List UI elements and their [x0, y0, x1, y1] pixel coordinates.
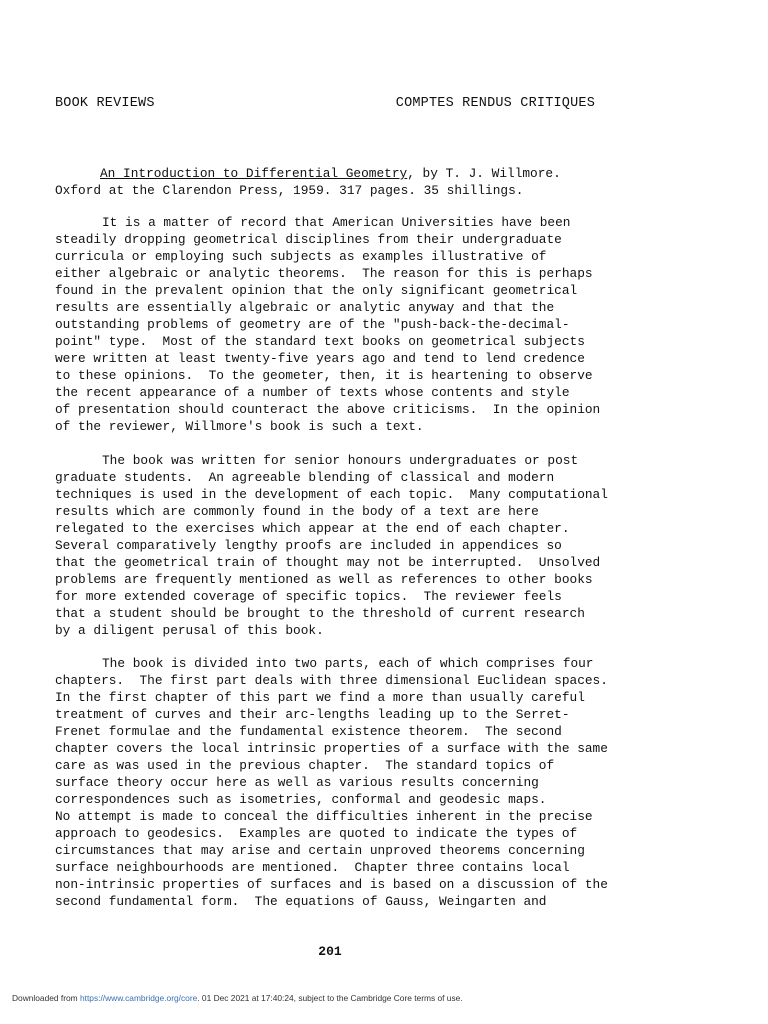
header-right: COMPTES RENDUS CRITIQUES: [395, 96, 595, 111]
paragraph-line: curricula or employing such subjects as examples illustrative of: [55, 249, 547, 264]
header-left: BOOK REVIEWS: [55, 96, 155, 111]
paragraph-line: treatment of curves and their arc-lengths leading up to the Serret-: [55, 707, 570, 722]
paragraph-line: approach to geodesics. Examples are quoted to indicate the types of: [55, 826, 578, 841]
paragraph-line: correspondences such as isometries, conformal and geodesic maps.: [55, 792, 547, 807]
paragraph-line: second fundamental form. The equations of Gauss, Weingarten and: [55, 894, 547, 909]
paragraph-line: were written at least twenty-five years ago and tend to lend credence: [55, 351, 585, 366]
footer-prefix: Downloaded from: [12, 993, 80, 1003]
paragraph-line: care as was used in the previous chapter. The standard topics of: [55, 758, 555, 773]
footer-suffix: . 01 Dec 2021 at 17:40:24, subject to the Cambridge Core terms of use.: [197, 993, 463, 1003]
citation-line-1: [55, 165, 635, 182]
paragraph-line: to these opinions. To the geometer, then, it is heartening to observe: [55, 368, 593, 383]
review-paragraph-2: [55, 452, 655, 639]
review-paragraph-1: [55, 214, 655, 435]
paragraph-line: results which are commonly found in the body of a text are here: [55, 504, 539, 519]
book-citation: [55, 165, 635, 199]
citation-line-2: Oxford at the Clarendon Press, 1959. 317 pages. 35 shillings.: [55, 183, 524, 198]
paragraph-line: outstanding problems of geometry are of the "push-back-the-decimal-: [55, 317, 570, 332]
paragraph-line: of the reviewer, Willmore's book is such a text.: [55, 419, 424, 434]
paragraph-line: chapter covers the local intrinsic properties of a surface with the same: [55, 741, 608, 756]
page-number: 201: [318, 944, 342, 959]
paragraph-line: results are essentially algebraic or analytic anyway and that the: [55, 300, 555, 315]
paragraph-line: techniques is used in the development of each topic. Many computational: [55, 487, 608, 502]
paragraph-line: Several comparatively lengthy proofs are included in appendices so: [55, 538, 562, 553]
review-paragraph-3: [55, 655, 655, 910]
paragraph-line: surface neighbourhoods are mentioned. Chapter three contains local: [55, 860, 570, 875]
paragraph-line: No attempt is made to conceal the difficulties inherent in the precise: [55, 809, 593, 824]
paragraph-line: the recent appearance of a number of texts whose contents and style: [55, 385, 570, 400]
paragraph-line: In the first chapter of this part we find a more than usually careful: [55, 690, 585, 705]
paragraph-line: graduate students. An agreeable blending of classical and modern: [55, 470, 555, 485]
running-header: [55, 96, 595, 111]
paragraph-line: The book is divided into two parts, each of which comprises four: [102, 656, 594, 671]
paragraph-line: The book was written for senior honours undergraduates or post: [102, 453, 579, 468]
paragraph-line: that a student should be brought to the threshold of current research: [55, 606, 585, 621]
paragraph-line: It is a matter of record that American Universities have been: [102, 215, 571, 230]
paragraph-line: that the geometrical train of thought may not be interrupted. Unsolved: [55, 555, 601, 570]
paragraph-line: circumstances that may arise and certain unproved theorems concerning: [55, 843, 585, 858]
paragraph-line: Frenet formulae and the fundamental existence theorem. The second: [55, 724, 562, 739]
paragraph-line: surface theory occur here as well as various results concerning: [55, 775, 539, 790]
paragraph-line: found in the prevalent opinion that the only significant geometrical: [55, 283, 578, 298]
paragraph-line: problems are frequently mentioned as well as references to other books: [55, 572, 593, 587]
paragraph-line: steadily dropping geometrical disciplines from their undergraduate: [55, 232, 562, 247]
paragraph-line: relegated to the exercises which appear at the end of each chapter.: [55, 521, 570, 536]
paragraph-line: of presentation should counteract the above criticisms. In the opinion: [55, 402, 601, 417]
paragraph-line: non-intrinsic properties of surfaces and is based on a discussion of the: [55, 877, 608, 892]
paragraph-line: by a diligent perusal of this book.: [55, 623, 324, 638]
paragraph-line: point" type. Most of the standard text books on geometrical subjects: [55, 334, 585, 349]
footer-link[interactable]: https://www.cambridge.org/core: [79, 993, 198, 1003]
download-footer: [12, 993, 463, 1003]
paragraph-line: either algebraic or analytic theorems. The reason for this is perhaps: [55, 266, 593, 281]
paragraph-line: for more extended coverage of specific topics. The reviewer feels: [55, 589, 562, 604]
book-title: An Introduction to Differential Geometry: [100, 166, 408, 181]
paragraph-line: chapters. The first part deals with three dimensional Euclidean spaces.: [55, 673, 608, 688]
book-author: , by T. J. Willmore.: [407, 166, 561, 181]
